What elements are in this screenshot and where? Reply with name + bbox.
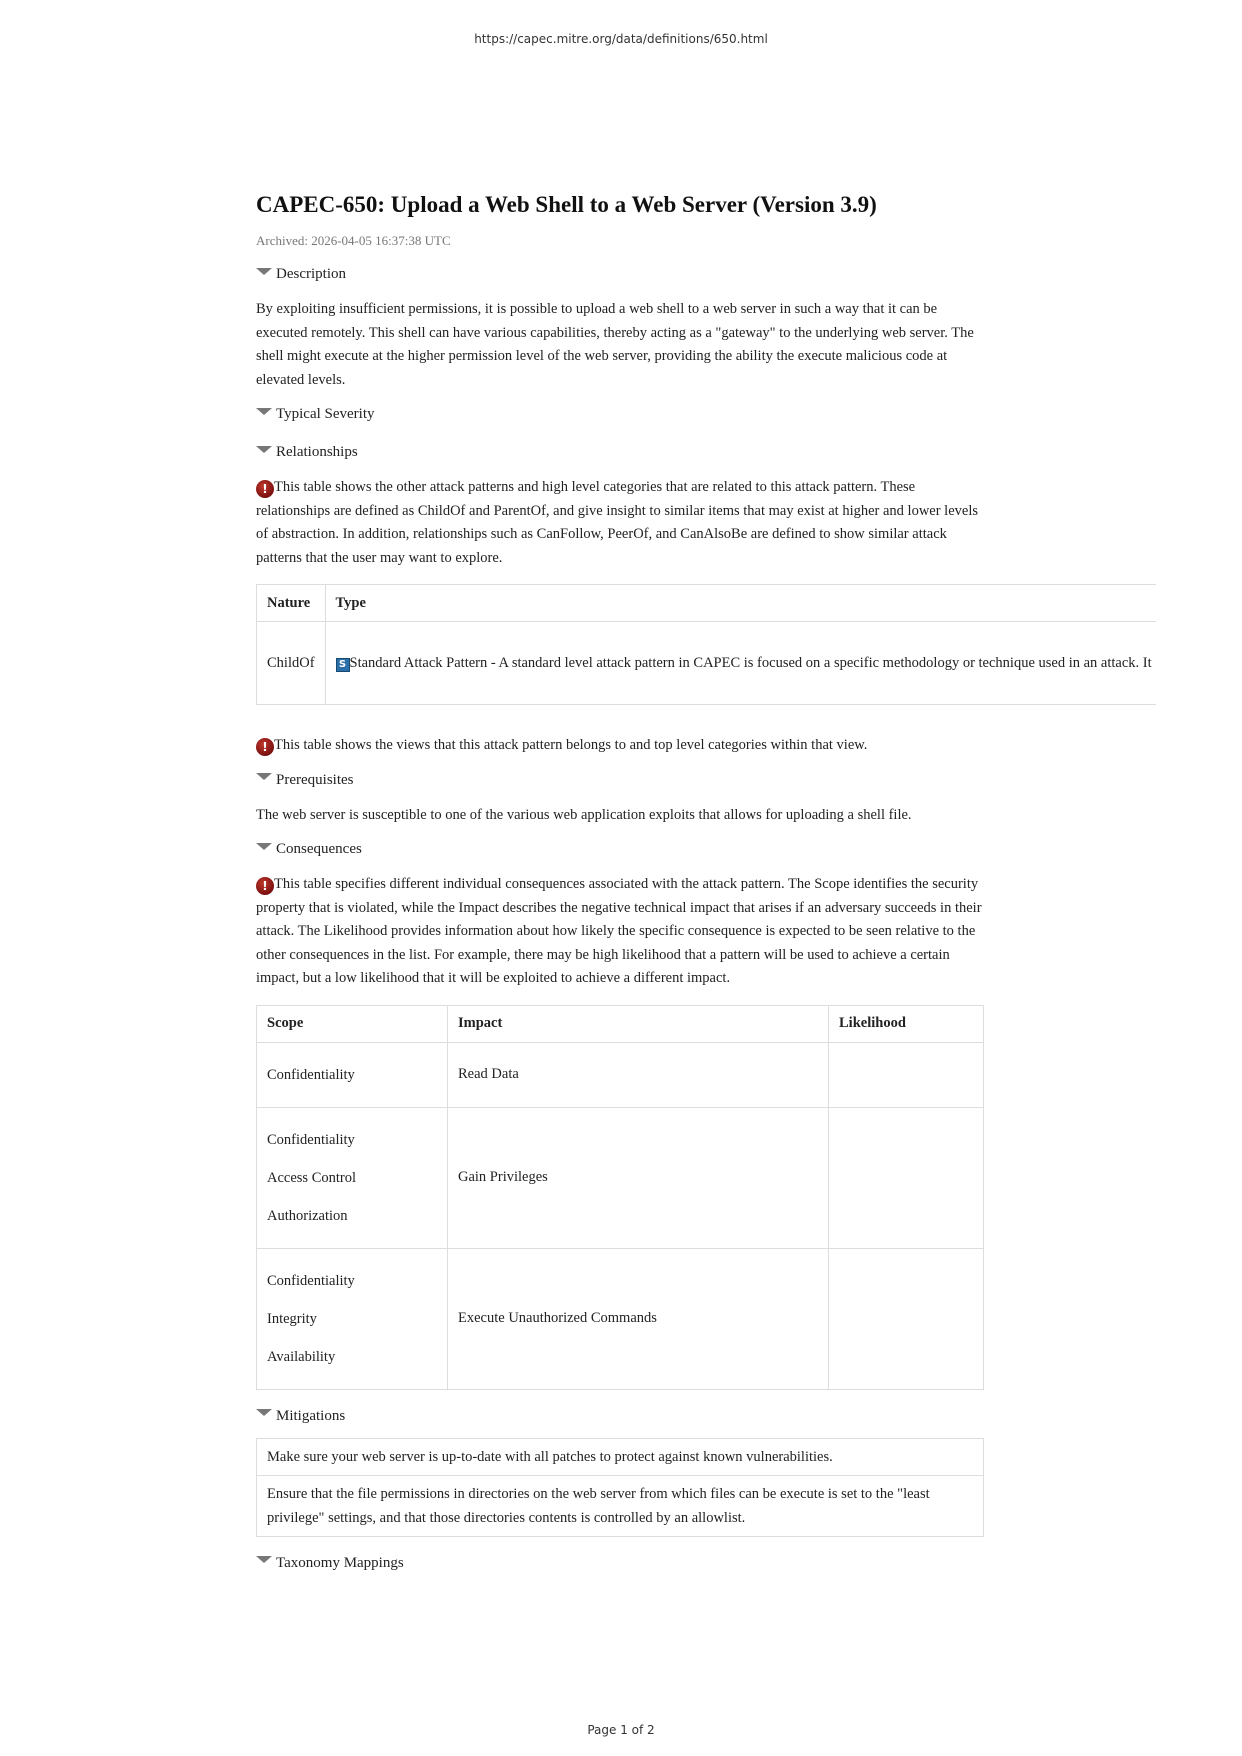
scope-cell bbox=[257, 1248, 448, 1389]
standard-attack-pattern-icon: S bbox=[336, 658, 350, 672]
info-icon: ! bbox=[256, 738, 274, 756]
table-row bbox=[257, 1475, 984, 1536]
page-title: CAPEC-650: Upload a Web Shell to a Web Server (Version 3.9) bbox=[256, 192, 877, 217]
column-header-scope: Scope bbox=[257, 1005, 448, 1042]
column-header-impact: Impact bbox=[448, 1005, 829, 1042]
table-row bbox=[257, 1248, 984, 1389]
section-relationships-label: Relationships bbox=[276, 444, 358, 460]
section-consequences-toggle[interactable] bbox=[256, 839, 991, 859]
scope-item: Availability bbox=[267, 1348, 336, 1365]
impact-cell: Gain Privileges bbox=[448, 1107, 829, 1248]
caret-down-icon bbox=[256, 843, 272, 850]
table-row bbox=[257, 1107, 984, 1248]
consequences-table bbox=[256, 1005, 984, 1390]
consequences-note bbox=[256, 873, 991, 991]
caret-down-icon bbox=[256, 773, 272, 780]
table-header-row bbox=[257, 585, 1157, 622]
views-note bbox=[256, 734, 991, 758]
column-header-type: Type bbox=[325, 585, 1156, 622]
section-prerequisites-toggle[interactable] bbox=[256, 770, 991, 790]
section-mitigations-label: Mitigations bbox=[276, 1407, 346, 1424]
consequences-note-text: This table specifies different individual consequences associated with the attack pattern. The Scope identifies the security property that is violated, while the Impact describes the negative technical impact that arises if an adversary succeeds in their attack. The Likelihood provides information about how likely the specific consequence is expected to be seen relative to the other consequences in the list. For example, there may be high likelihood that a pattern will be used to achieve a certain impact, but a low likelihood that it will be exploited to achieve a different impact. bbox=[256, 876, 982, 986]
mitigation-item: Ensure that the file permissions in directories on the web server from which files can be execute is set to the "least privilege" settings, and that those directories contents is controlled by an allowlist. bbox=[257, 1475, 984, 1536]
caret-down-icon bbox=[256, 1409, 272, 1416]
table-row bbox=[257, 1042, 984, 1107]
archived-timestamp: Archived: 2026-04-05 16:37:38 UTC bbox=[256, 233, 451, 248]
info-icon: ! bbox=[256, 877, 274, 895]
scope-item: Authorization bbox=[267, 1207, 348, 1224]
scope-item: Confidentiality bbox=[267, 1066, 355, 1083]
caret-down-icon bbox=[256, 268, 272, 275]
mitigation-item: Make sure your web server is up-to-date with all patches to protect against known vulnerabilities. bbox=[257, 1438, 984, 1475]
type-cell[interactable] bbox=[325, 622, 1156, 705]
section-mitigations-toggle[interactable] bbox=[256, 1406, 991, 1426]
relationships-note-text: This table shows the other attack patterns and high level categories that are related to this attack pattern. These relationships are defined as ChildOf and ParentOf, and give insight to similar items that may exist at higher and lower levels of abstraction. In addition, relationships such as CanFollow, PeerOf, and CanAlsoBe are defined to show similar attack patterns that the user may want to explore. bbox=[256, 479, 979, 566]
column-header-likelihood: Likelihood bbox=[829, 1005, 984, 1042]
impact-cell: Execute Unauthorized Commands bbox=[448, 1248, 829, 1389]
section-description-label: Description bbox=[276, 266, 346, 282]
nature-cell: ChildOf bbox=[257, 622, 326, 705]
table-row bbox=[257, 622, 1157, 705]
section-consequences-label: Consequences bbox=[276, 841, 362, 857]
relationships-note bbox=[256, 476, 991, 570]
section-taxonomy-mappings-label: Taxonomy Mappings bbox=[276, 1554, 404, 1571]
info-icon: ! bbox=[256, 480, 274, 498]
relationships-table-container bbox=[256, 584, 1152, 722]
scope-cell bbox=[257, 1107, 448, 1248]
section-description-toggle[interactable] bbox=[256, 264, 991, 284]
capec-entry bbox=[256, 188, 1152, 1573]
table-header-row bbox=[257, 1005, 984, 1042]
section-relationships-toggle[interactable] bbox=[256, 442, 991, 462]
mitigations-table bbox=[256, 1438, 984, 1537]
relationships-table bbox=[256, 584, 1156, 705]
section-typical-severity-toggle[interactable] bbox=[256, 404, 991, 424]
likelihood-cell bbox=[829, 1248, 984, 1389]
description-text: By exploiting insufficient permissions, it is possible to upload a web shell to a web server in such a way that it can be executed remotely. This shell can have various capabilities, thereby acting as a "gateway" to the underlying web server. The shell might execute at the higher permission level of the web server, providing the ability the execute malicious code at elevated levels. bbox=[256, 301, 974, 388]
scope-item: Confidentiality bbox=[267, 1272, 355, 1289]
page-url: https://capec.mitre.org/data/definitions/650.html bbox=[474, 32, 768, 46]
scope-item: Integrity bbox=[267, 1310, 317, 1327]
page-footer: Page 1 of 2 bbox=[587, 1723, 655, 1737]
caret-down-icon bbox=[256, 446, 272, 453]
section-typical-severity-label: Typical Severity bbox=[276, 406, 375, 422]
caret-down-icon bbox=[256, 408, 272, 415]
scope-item: Access Control bbox=[267, 1169, 356, 1186]
section-taxonomy-mappings-toggle[interactable] bbox=[256, 1553, 991, 1573]
likelihood-cell bbox=[829, 1042, 984, 1107]
table-row bbox=[257, 1438, 984, 1475]
type-text: Standard Attack Pattern - A standard level attack pattern in CAPEC is focused on a specific methodology or technique used in an attack. It bbox=[349, 654, 1152, 671]
scope-item: Confidentiality bbox=[267, 1131, 355, 1148]
likelihood-cell bbox=[829, 1107, 984, 1248]
impact-cell: Read Data bbox=[448, 1042, 829, 1107]
section-prerequisites-label: Prerequisites bbox=[276, 771, 354, 788]
caret-down-icon bbox=[256, 1556, 272, 1563]
scope-cell bbox=[257, 1042, 448, 1107]
relationships-table-wrap[interactable] bbox=[256, 584, 1156, 705]
column-header-nature: Nature bbox=[257, 585, 326, 622]
views-note-text: This table shows the views that this attack pattern belongs to and top level categories within that view. bbox=[274, 737, 868, 753]
prerequisites-text: The web server is susceptible to one of the various web application exploits that allows for uploading a shell file. bbox=[256, 806, 912, 823]
